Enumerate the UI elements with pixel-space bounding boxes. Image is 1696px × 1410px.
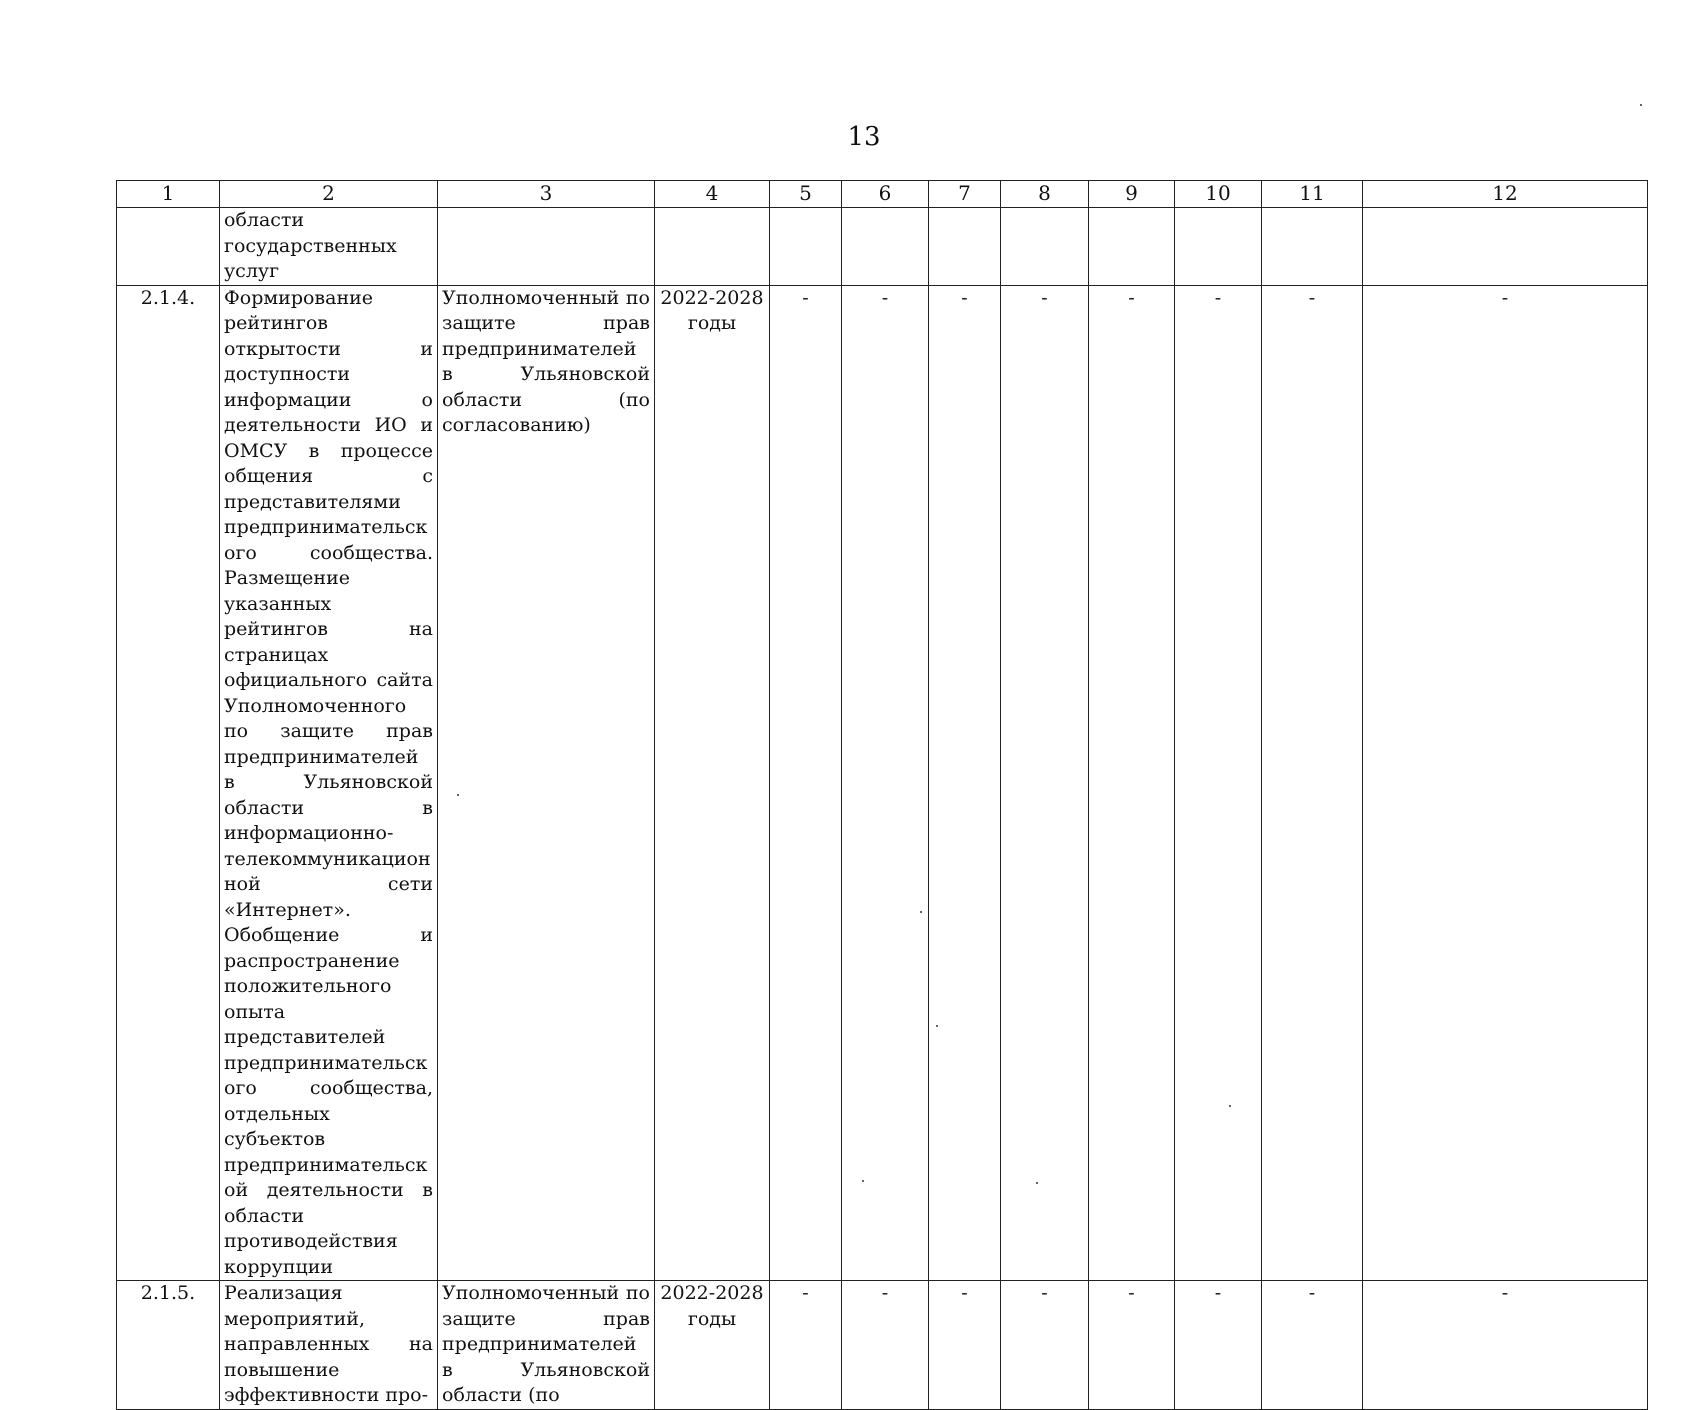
value-cell: - [1175,285,1262,1281]
scan-speck [1640,104,1642,106]
row-number-cell: 2.1.4. [117,285,220,1281]
column-number: 6 [842,181,929,208]
scan-speck [862,1180,864,1182]
table-row-2-1-4 [117,285,1648,1281]
value-cell: - [1089,285,1175,1281]
scan-speck [1229,1105,1231,1107]
value-cell: - [1262,285,1363,1281]
column-number: 2 [220,181,438,208]
value-cell: - [929,1281,1001,1410]
value-cell: - [770,285,842,1281]
measure-cell: Реализация мероприятий, направленных на повышение эффективности про- [220,1281,438,1410]
term-cell: 2022-2028 годы [655,285,770,1281]
measures-table [116,180,1648,1410]
value-cell: - [1001,1281,1089,1410]
row-number-cell [117,208,220,286]
value-cell: - [842,285,929,1281]
executor-cell: Уполномоченный по защите прав предпринимателей в Ульяновской области (по [438,1281,655,1410]
value-cell: - [1089,1281,1175,1410]
column-number: 7 [929,181,1001,208]
column-number: 11 [1262,181,1363,208]
executor-cell: Уполномоченный по защите прав предпринимателей в Ульяновской области (по согласованию) [438,285,655,1281]
table-row-2-1-5 [117,1281,1648,1410]
scan-speck [457,794,459,796]
value-cell: - [842,1281,929,1410]
value-cell: - [1363,1281,1648,1410]
value-cell: - [1262,1281,1363,1410]
value-cell: - [1363,285,1648,1281]
column-number: 12 [1363,181,1648,208]
table-row-continuation [117,208,1648,286]
column-number: 10 [1175,181,1262,208]
term-cell: 2022-2028 годы [655,1281,770,1410]
scan-speck [920,911,922,913]
scan-speck [936,1025,938,1027]
value-cell: - [929,285,1001,1281]
value-cell: - [1175,1281,1262,1410]
column-number-row [117,181,1648,208]
value-cell: - [1001,285,1089,1281]
row-number-cell: 2.1.5. [117,1281,220,1410]
column-number: 8 [1001,181,1089,208]
value-cell: - [770,1281,842,1410]
scan-speck [1036,1182,1038,1184]
column-number: 5 [770,181,842,208]
term-cell [655,208,770,286]
page-number: 13 [847,122,881,152]
measure-cell: Формирование рейтингов открытости и доступности информации о деятельности ИО и ОМСУ в процессе общения с представителями предпринимательского сообщества. Размещение указанных рейтингов на страницах официального сайта Уполномоченного по защите прав предпринимателей в Ульяновской области в информационно-телекоммуникационной сети «Интернет». Обобщение и распространение положительного опыта представителей предпринимательского сообщества, отдельных субъектов предпринимательской деятельности в области противодействия коррупции [220,285,438,1281]
measure-cell: области государственных услуг [220,208,438,286]
column-number: 9 [1089,181,1175,208]
column-number: 3 [438,181,655,208]
executor-cell [438,208,655,286]
column-number: 4 [655,181,770,208]
column-number: 1 [117,181,220,208]
